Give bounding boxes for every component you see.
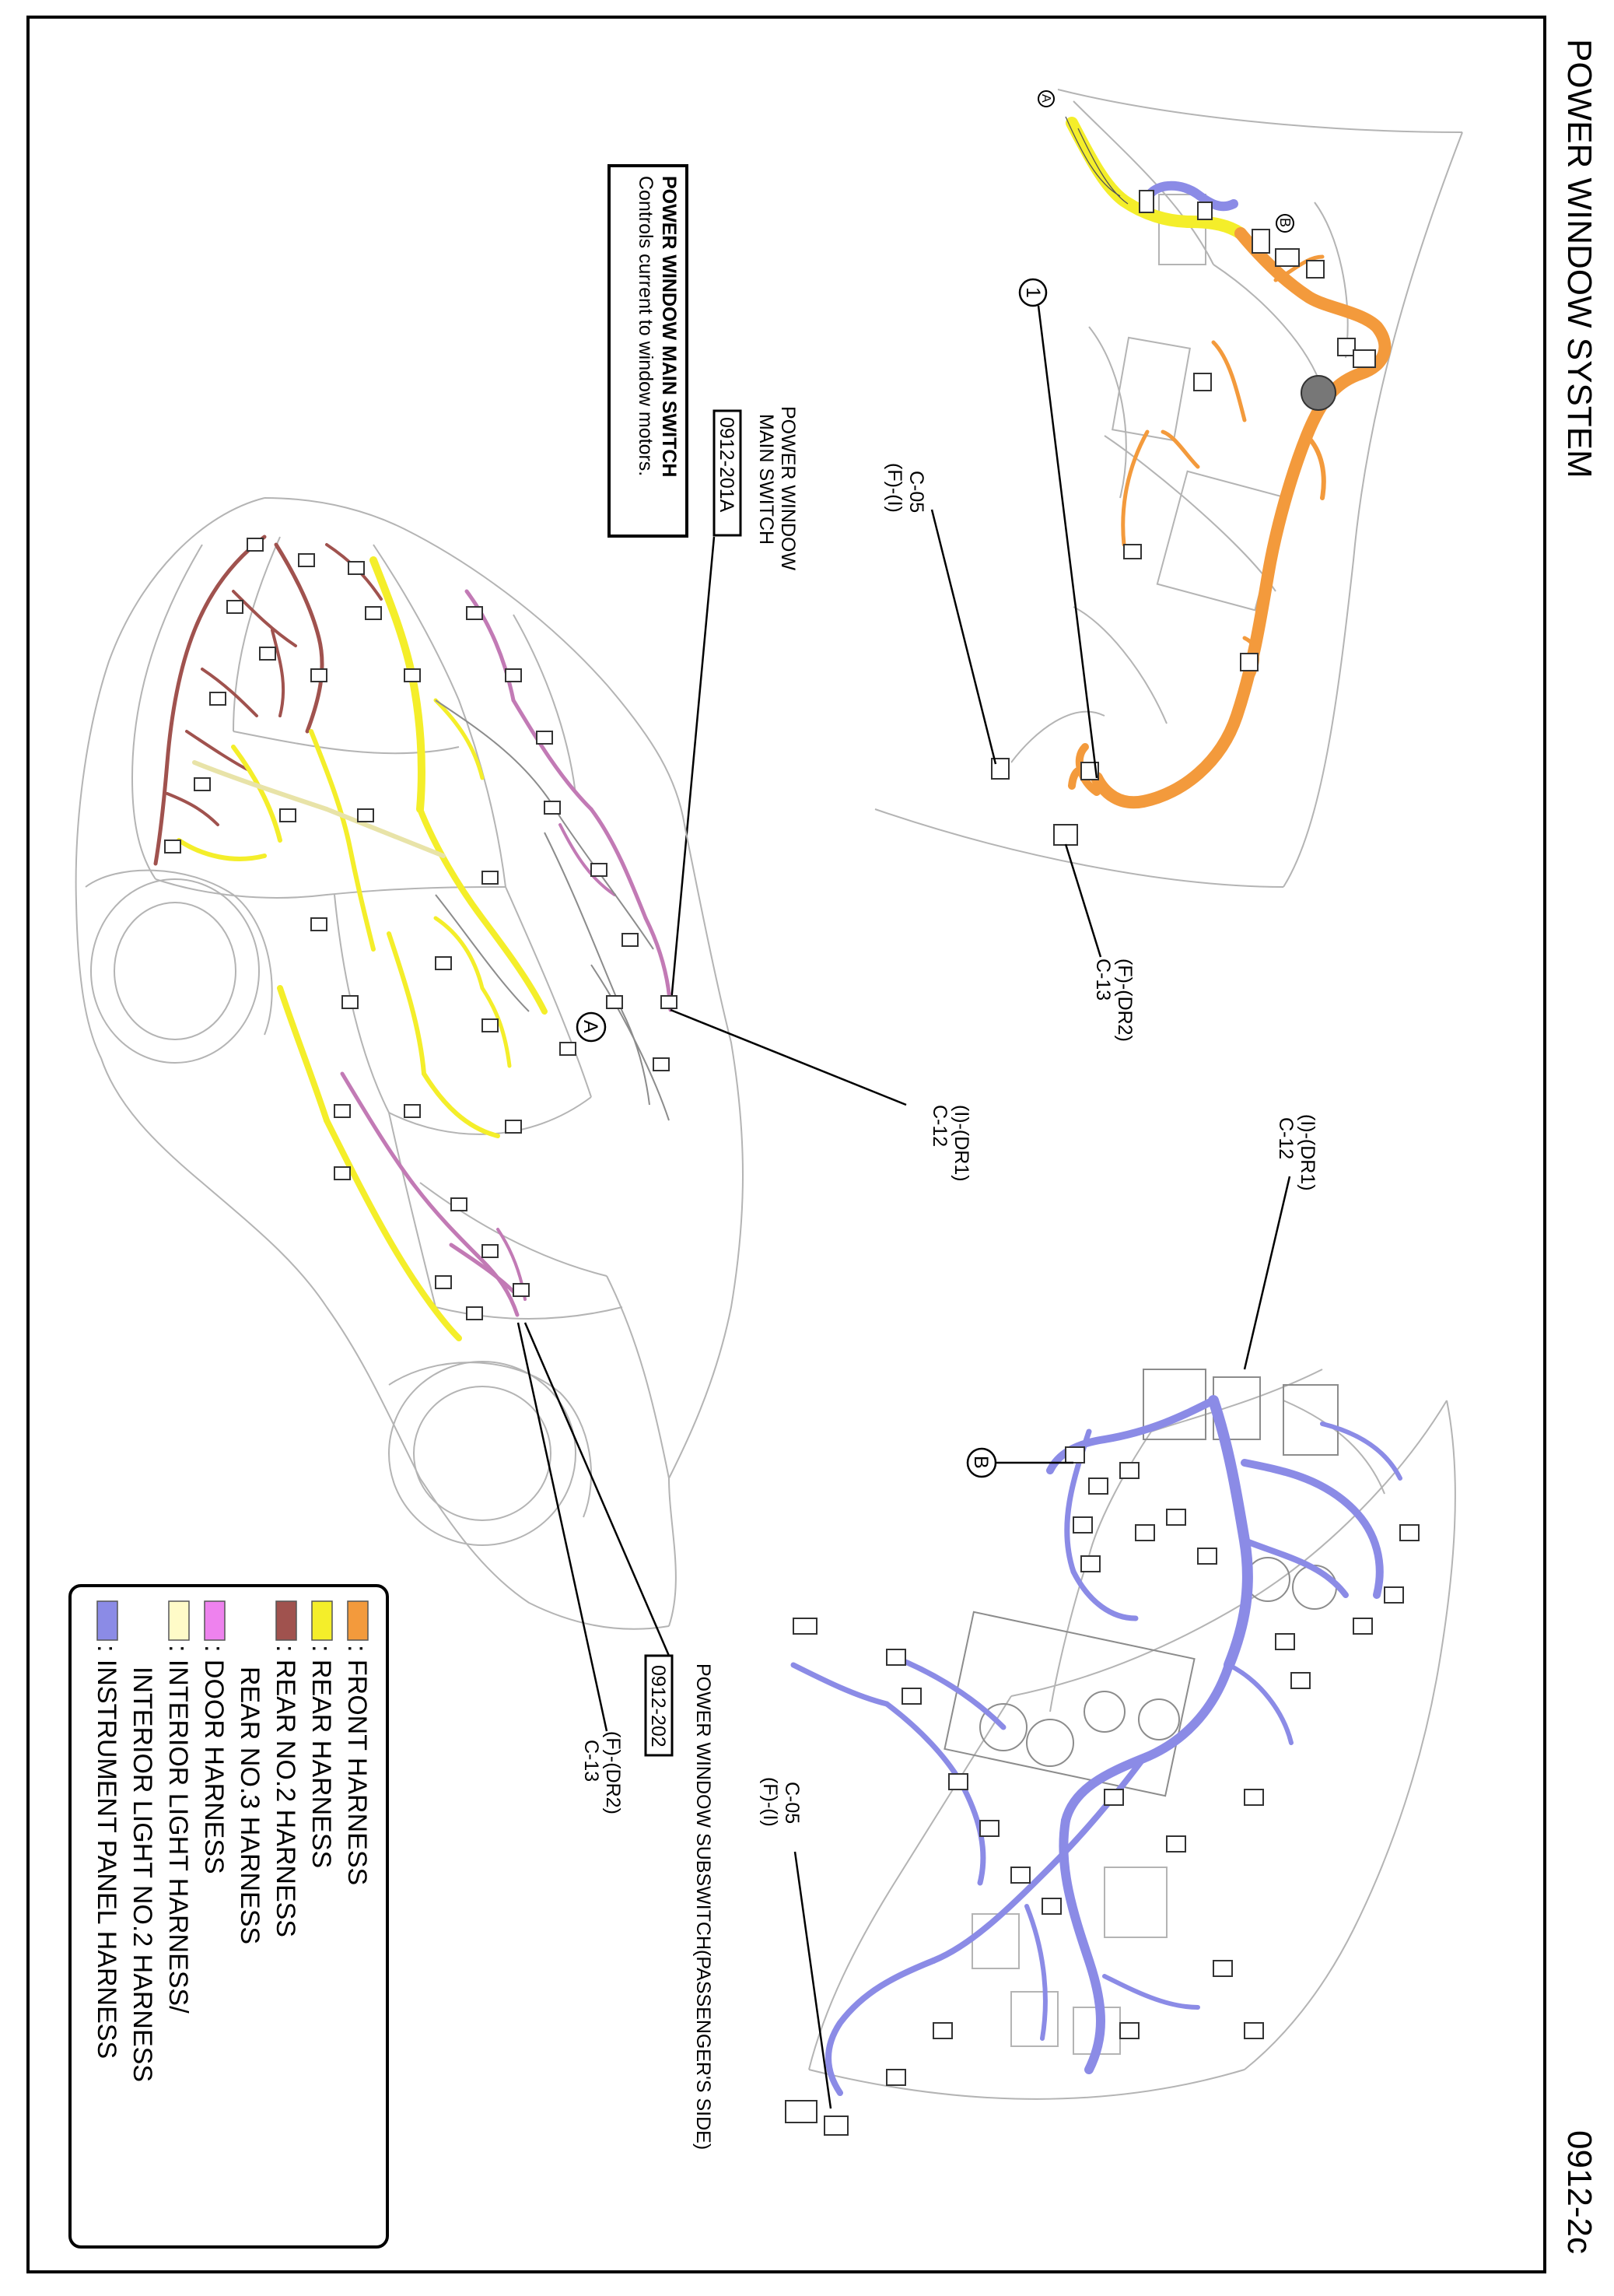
front-compartment-view bbox=[875, 89, 1462, 1042]
marker-a-car-label: A bbox=[579, 1020, 601, 1033]
marker-1-label: 1 bbox=[1022, 287, 1044, 298]
legend-swatch bbox=[312, 1601, 332, 1640]
legend-swatch bbox=[205, 1601, 225, 1640]
subswitch-callout bbox=[580, 1656, 714, 2150]
legend-label: : INTERIOR LIGHT HARNESS/ bbox=[163, 1645, 193, 2014]
description-title: POWER WINDOW MAIN SWITCH bbox=[658, 176, 680, 478]
main-switch-name-line2: MAIN SWITCH bbox=[755, 414, 777, 545]
c13-bottom-code: C-13 bbox=[580, 1740, 602, 1782]
legend-label: : REAR HARNESS bbox=[306, 1645, 336, 1869]
legend bbox=[70, 1586, 387, 2247]
subswitch-name: POWER WINDOW SUBSWITCH(PASSENGER'S SIDE) bbox=[692, 1663, 714, 2151]
legend-label: : REAR NO.2 HARNESS bbox=[271, 1645, 300, 1937]
c12-mid-code: C-12 bbox=[929, 1105, 951, 1148]
description-text: Controls current to window motors. bbox=[635, 176, 656, 477]
legend-label-secondary: INTERIOR LIGHT NO.2 HARNESS bbox=[128, 1667, 157, 2083]
c05-inst-code: C-05 bbox=[781, 1782, 803, 1825]
legend-swatch bbox=[348, 1601, 368, 1640]
legend-swatch bbox=[97, 1601, 117, 1640]
legend-swatch bbox=[169, 1601, 189, 1640]
c05-inst-sub: (F)-(I) bbox=[759, 1777, 781, 1827]
car-body-view bbox=[76, 498, 972, 1731]
c13-bottom-sub: (F)-(DR2) bbox=[602, 1731, 624, 1814]
page-code: 0912-2c bbox=[1560, 2130, 1598, 2255]
c05-top-sub: (F)-(I) bbox=[884, 463, 905, 513]
c12-inst-code: C-12 bbox=[1275, 1117, 1297, 1160]
c12-inst-sub: (I)-(DR1) bbox=[1297, 1114, 1318, 1191]
legend-label: : INSTRUMENT PANEL HARNESS bbox=[92, 1645, 121, 2059]
main-switch-callout bbox=[609, 166, 799, 1010]
main-switch-name-line1: POWER WINDOW bbox=[777, 406, 799, 571]
subswitch-ref: 0912-202 bbox=[647, 1665, 669, 1747]
marker-a-top-label: A bbox=[1039, 94, 1052, 103]
instrument-panel-view bbox=[759, 1114, 1455, 2135]
legend-label: : FRONT HARNESS bbox=[342, 1645, 372, 1886]
c13-top-sub: (F)-(DR2) bbox=[1114, 959, 1136, 1042]
page-title: POWER WINDOW SYSTEM bbox=[1560, 39, 1598, 478]
legend-label-secondary: REAR NO.3 HARNESS bbox=[235, 1667, 264, 1945]
marker-b-top-label: B bbox=[1277, 218, 1293, 228]
marker-b-inst-label: B bbox=[970, 1456, 992, 1469]
c13-top-code: C-13 bbox=[1092, 959, 1114, 1001]
c05-top-code: C-05 bbox=[905, 471, 927, 514]
c12-mid-sub: (I)-(DR1) bbox=[951, 1105, 972, 1182]
legend-label: : DOOR HARNESS bbox=[199, 1645, 229, 1874]
main-switch-ref: 0912-201A bbox=[716, 417, 737, 513]
legend-swatch bbox=[276, 1601, 296, 1640]
